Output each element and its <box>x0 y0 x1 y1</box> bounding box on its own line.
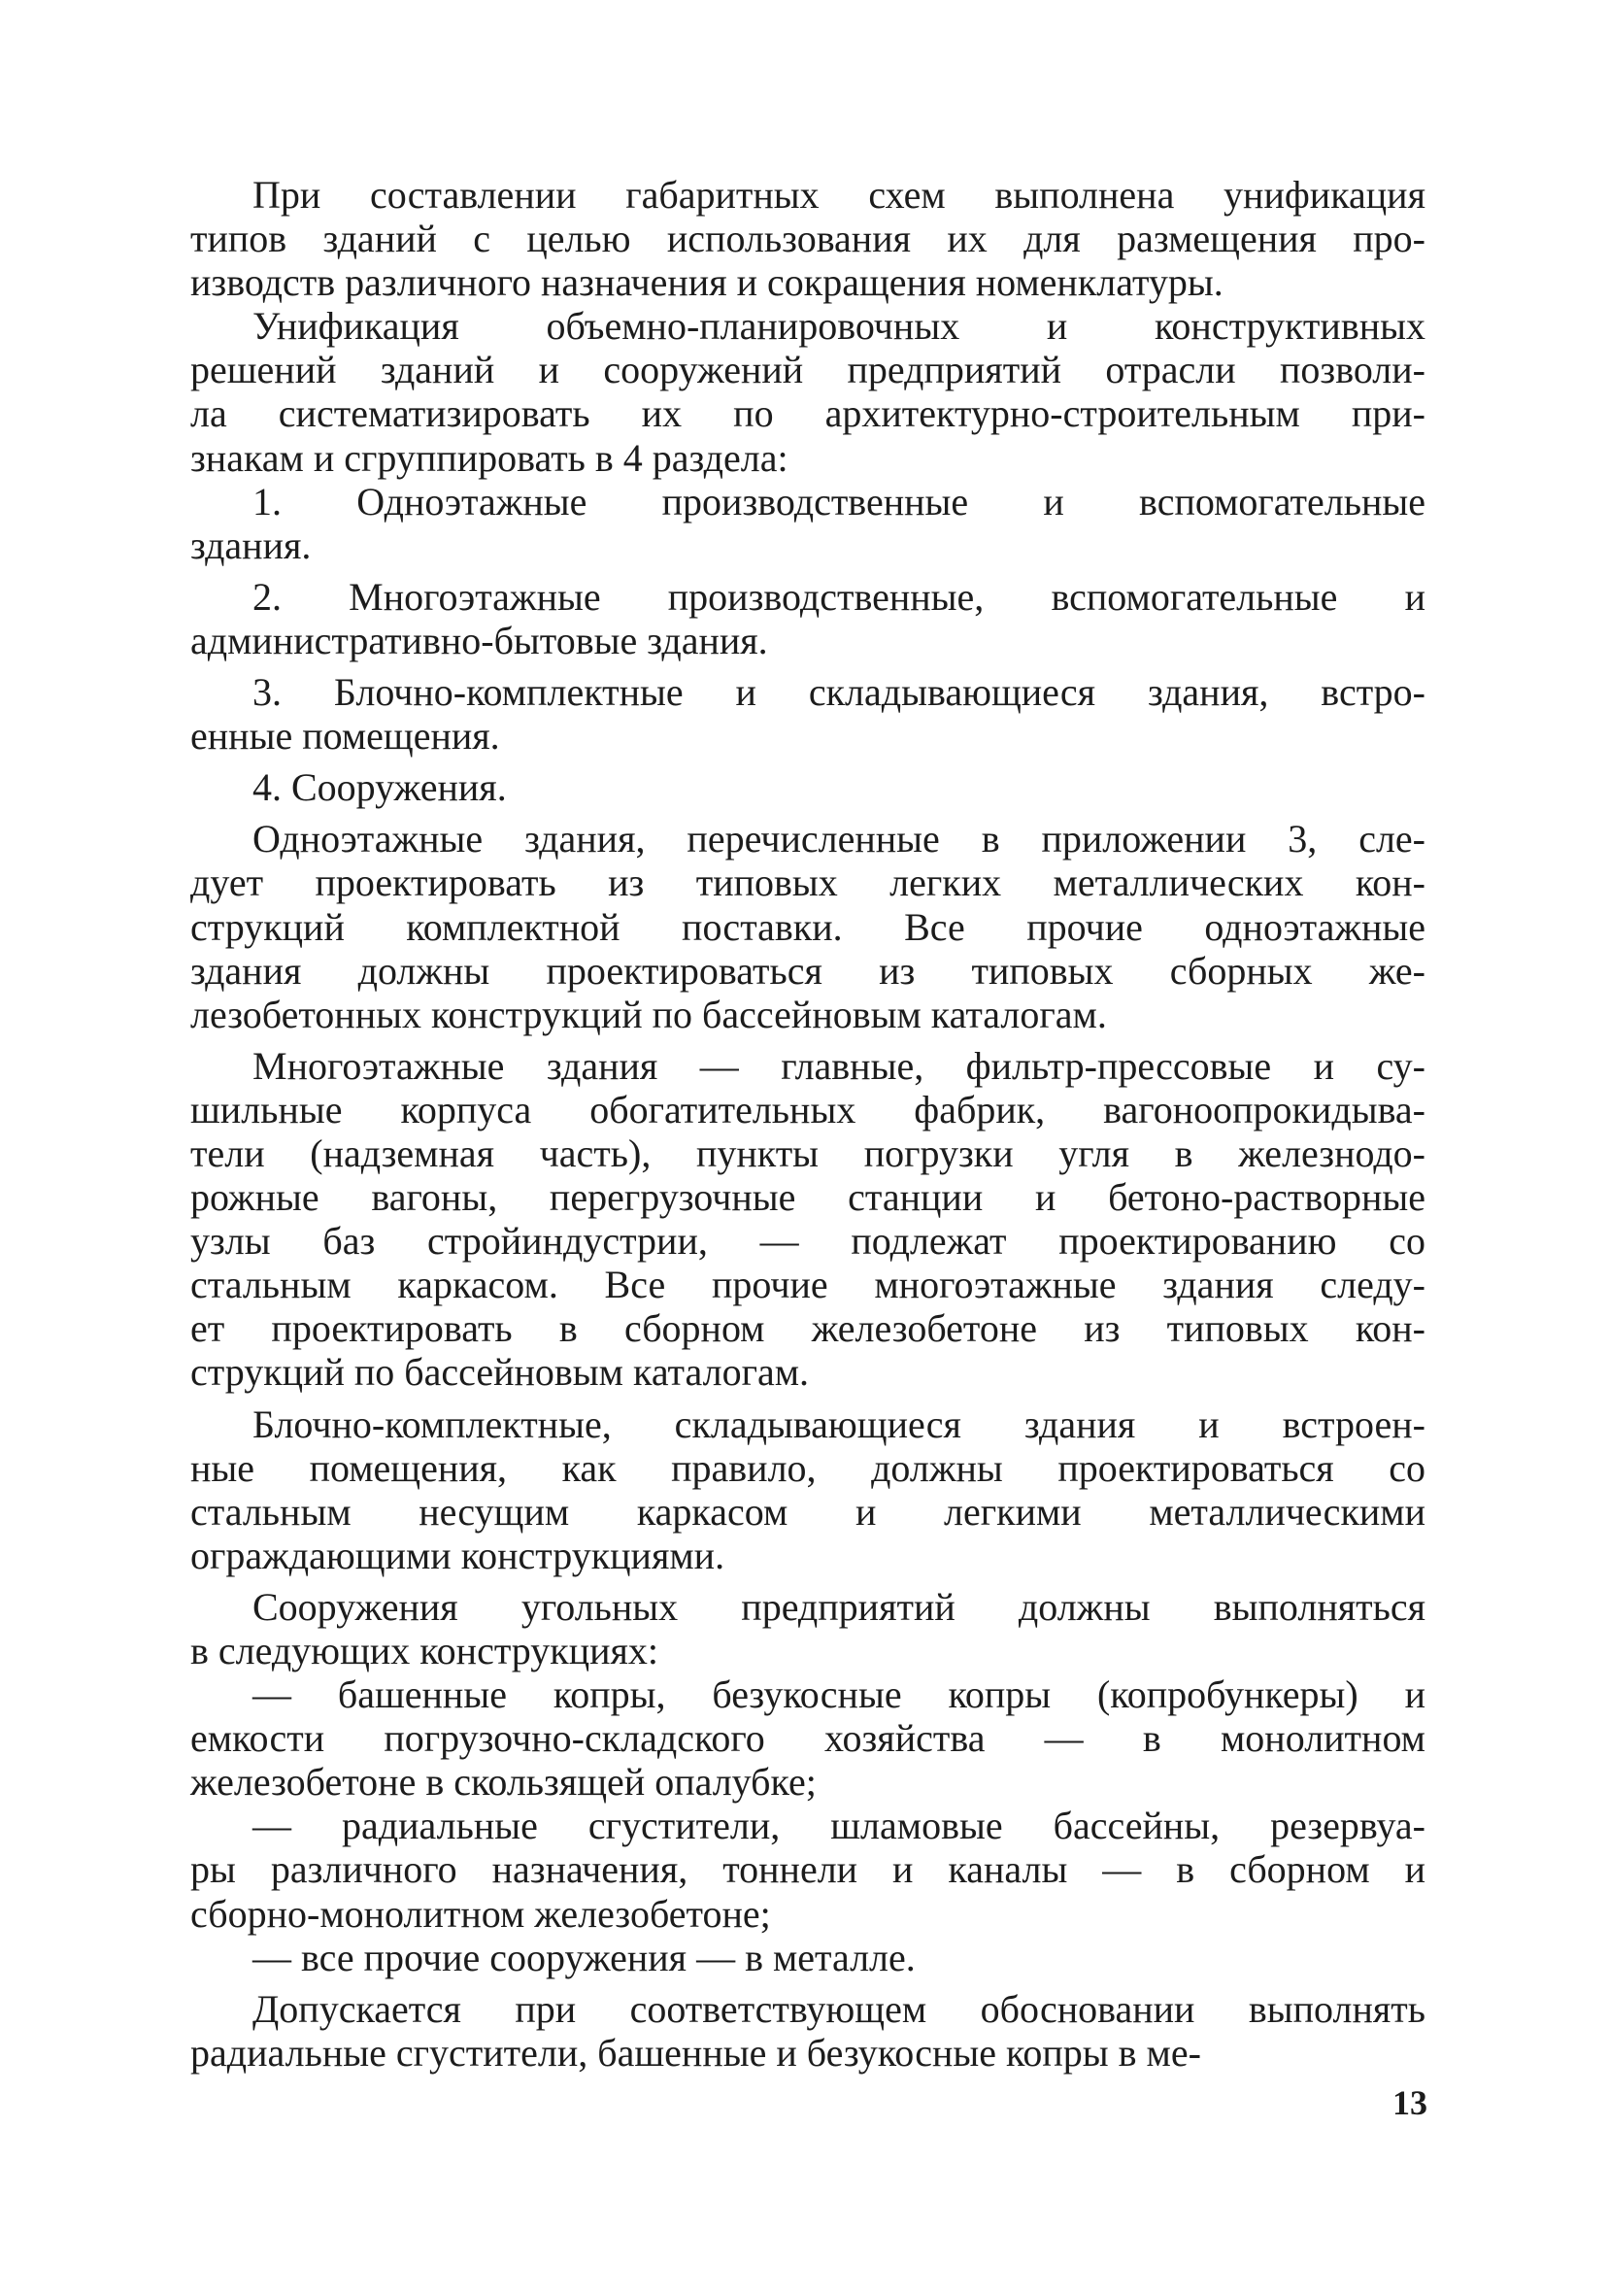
text-line: типов зданий с целью использования их для размещения про- <box>190 217 1425 261</box>
text-line: ограждающими конструкциями. <box>190 1533 725 1577</box>
paragraph <box>190 1987 1425 2075</box>
text-line: 4. Сооружения. <box>252 765 507 810</box>
text-line: стальным несущим каркасом и легкими металлическими <box>190 1489 1425 1534</box>
paragraph <box>190 817 1425 1035</box>
page-body <box>190 173 1425 2075</box>
text-line: Блочно-комплектные, складывающиеся здания и встроен- <box>252 1401 1425 1446</box>
text-line: стальным каркасом. Все прочие многоэтажные здания следу- <box>190 1263 1425 1307</box>
text-line: шильные корпуса обогатительных фабрик, вагоноопрокидыва- <box>190 1087 1425 1131</box>
text-line: изводств различного назначения и сокращения номенклатуры. <box>190 260 1224 305</box>
paragraph <box>190 1672 1425 1804</box>
paragraph <box>190 1585 1425 1672</box>
text-line: железобетоне в скользящей опалубке; <box>190 1760 817 1805</box>
page-number: 13 <box>1392 2083 1427 2122</box>
paragraph <box>190 765 1425 809</box>
text-line: — радиальные сгустители, шламовые бассейны, резервуа- <box>252 1804 1425 1848</box>
text-line: лезобетонных конструкций по бассейновым каталогам. <box>190 992 1107 1036</box>
text-line: ла систематизировать их по архитектурно-строительным при- <box>190 391 1425 436</box>
paragraph <box>190 173 1425 304</box>
text-line: рожные вагоны, перегрузочные станции и бетоно-растворные <box>190 1175 1425 1220</box>
text-line: 3. Блочно-комплектные и складывающиеся здания, встро- <box>252 670 1425 715</box>
paragraph <box>190 670 1425 758</box>
text-line: знакам и сгруппировать в 4 раздела: <box>190 435 788 480</box>
text-line: При составлении габаритных схем выполнена унификация <box>252 173 1425 217</box>
text-line: струкций по бассейновым каталогам. <box>190 1350 810 1395</box>
text-line: решений зданий и сооружений предприятий отрасли позволи- <box>190 348 1425 392</box>
paragraph <box>190 1804 1425 1935</box>
text-line: радиальные сгустители, башенные и безукосные копры в ме- <box>190 2030 1201 2075</box>
text-line: узлы баз стройиндустрии, — подлежат проектированию со <box>190 1219 1425 1264</box>
text-line: Сооружения угольных предприятий должны выполняться <box>252 1584 1425 1629</box>
text-line: здания должны проектироваться из типовых сборных же- <box>190 948 1425 993</box>
text-line: енные помещения. <box>190 714 500 759</box>
text-line: Многоэтажные здания — главные, фильтр-прессовые и су- <box>252 1043 1425 1088</box>
text-line: 1. Одноэтажные производственные и вспомогательные <box>252 479 1425 523</box>
paragraph <box>190 575 1425 662</box>
text-line: в следующих конструкциях: <box>190 1629 659 1672</box>
text-line: Унификация объемно-планировочных и конструктивных <box>252 304 1425 349</box>
text-line: струкций комплектной поставки. Все прочие одноэтажные <box>190 904 1425 949</box>
paragraph <box>190 1044 1425 1395</box>
text-line: ные помещения, как правило, должны проектироваться со <box>190 1445 1425 1490</box>
text-line: здания. <box>190 523 312 567</box>
text-line: — башенные копры, безукосные копры (копробункеры) и <box>252 1672 1425 1717</box>
paragraph <box>190 1936 1425 1979</box>
paragraph <box>190 480 1425 567</box>
text-line: Допускается при соответствующем обосновании выполнять <box>252 1986 1425 2031</box>
text-line: ет проектировать в сборном железобетоне из типовых кон- <box>190 1306 1425 1351</box>
text-line: дует проектировать из типовых легких металлических кон- <box>190 861 1425 905</box>
text-line: 2. Многоэтажные производственные, вспомогательные и <box>252 574 1425 619</box>
text-line: — все прочие сооружения — в металле. <box>252 1935 916 1979</box>
text-line: Одноэтажные здания, перечисленные в приложении 3, сле- <box>252 817 1425 861</box>
text-line: тели (надземная часть), пункты погрузки угля в железнодо- <box>190 1131 1425 1175</box>
paragraph <box>190 304 1425 479</box>
text-line: административно-бытовые здания. <box>190 618 768 662</box>
paragraph <box>190 1402 1425 1577</box>
text-line: емкости погрузочно-складского хозяйства — в монолитном <box>190 1716 1425 1761</box>
text-line: сборно-монолитном железобетоне; <box>190 1891 771 1936</box>
text-line: ры различного назначения, тоннели и каналы — в сборном и <box>190 1847 1425 1892</box>
